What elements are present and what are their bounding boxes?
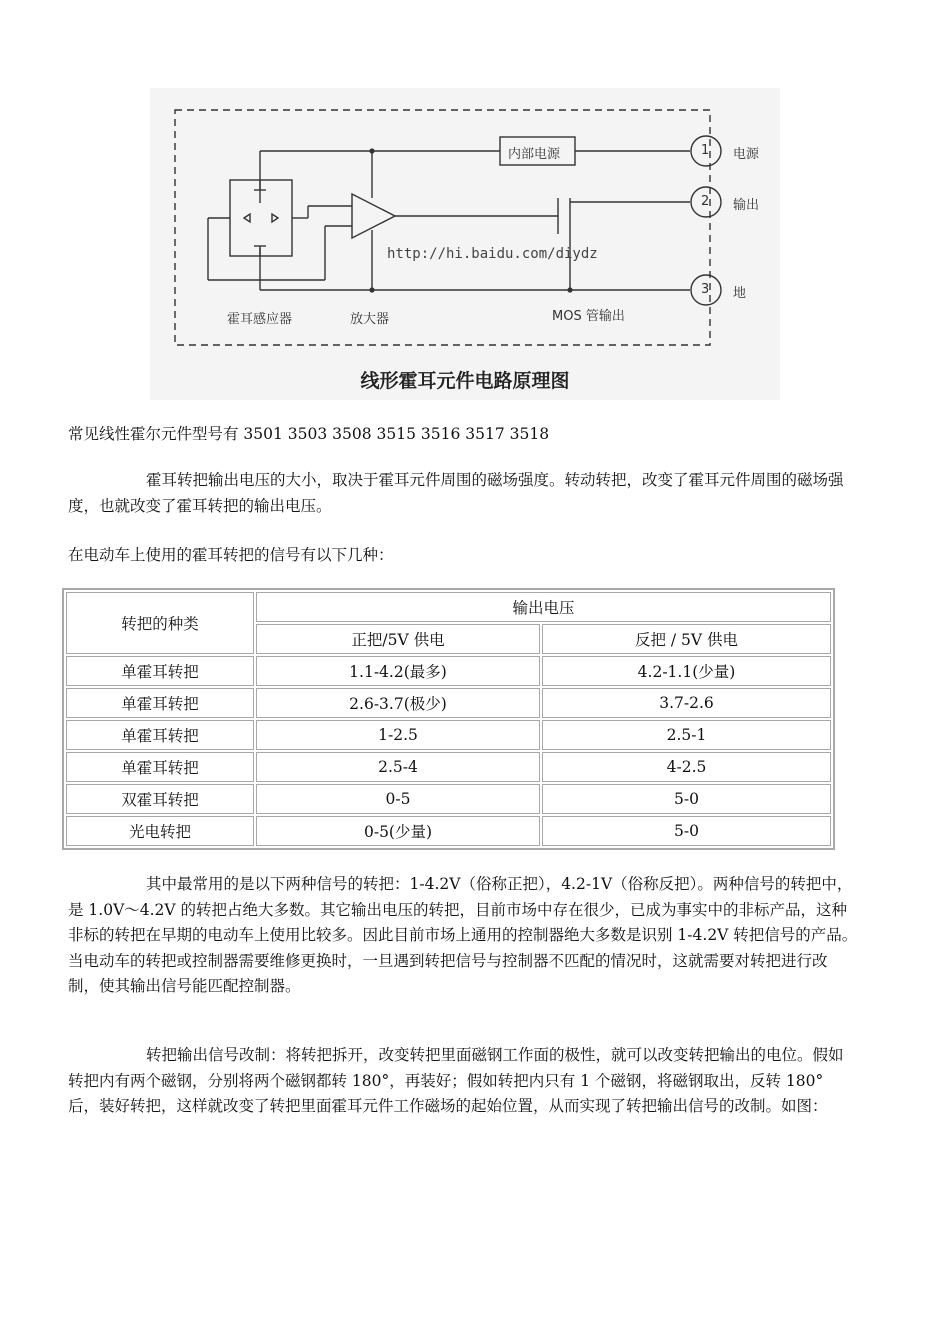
header-output: 输出电压 — [256, 592, 831, 622]
row-reverse: 3.7-2.6 — [542, 688, 831, 718]
watermark-url: http://hi.baidu.com/diydz — [387, 246, 598, 262]
table-row — [66, 752, 831, 782]
row-type: 单霍耳转把 — [66, 720, 254, 750]
pin2-label: 输出 — [733, 198, 760, 213]
pin2-number: 2 — [701, 194, 710, 209]
row-reverse: 4.2-1.1(少量) — [542, 656, 831, 686]
mos-output-label: MOS 管输出 — [552, 309, 625, 324]
header-type: 转把的种类 — [66, 592, 254, 654]
row-type: 单霍耳转把 — [66, 656, 254, 686]
signal-table — [62, 588, 835, 848]
pin3-label: 地 — [733, 286, 747, 301]
row-reverse: 5-0 — [542, 816, 831, 846]
row-forward: 2.5-4 — [256, 752, 540, 782]
table-row — [66, 656, 831, 686]
pin1-number: 1 — [701, 143, 710, 158]
table-row — [66, 816, 831, 846]
table-row — [66, 720, 831, 750]
pin1-label: 电源 — [733, 147, 760, 162]
row-reverse: 2.5-1 — [542, 720, 831, 750]
row-reverse: 5-0 — [542, 784, 831, 814]
row-forward: 0-5(少量) — [256, 816, 540, 846]
paragraph-hall-voltage: 霍耳转把输出电压的大小，取决于霍耳元件周围的磁场强度。转动转把，改变了霍耳元件周围的磁场强度，也就改变了霍耳转把的输出电压。 — [68, 471, 844, 515]
table-row — [66, 688, 831, 718]
figure-caption: 线形霍耳元件电路原理图 — [360, 370, 570, 392]
amplifier-symbol — [352, 194, 395, 238]
paragraph-signal-modification: 转把输出信号改制：将转把拆开，改变转把里面磁钢工作面的极性，就可以改变转把输出的电位。假如转把内有两个磁钢，分别将两个磁钢都转 180°，再装好；假如转把内只有 1 个磁钢，将磁钢取出，反转 180° 后，装好转把，这样就改变了转把里面霍耳元件工作磁场的起始位置，从而实现了转把输出信号的改制。如图： — [68, 1046, 844, 1115]
hall-sensor-box — [230, 180, 292, 256]
paragraph-signal-intro: 在电动车上使用的霍耳转把的信号有以下几种： — [68, 546, 394, 564]
row-forward: 2.6-3.7(极少) — [256, 688, 540, 718]
circuit-diagram — [150, 88, 780, 400]
row-forward: 1.1-4.2(最多) — [256, 656, 540, 686]
row-forward: 1-2.5 — [256, 720, 540, 750]
row-type: 光电转把 — [66, 816, 254, 846]
row-forward: 0-5 — [256, 784, 540, 814]
amplifier-label: 放大器 — [350, 312, 390, 327]
row-type: 双霍耳转把 — [66, 784, 254, 814]
table-row — [66, 784, 831, 814]
header-reverse: 反把 / 5V 供电 — [542, 624, 831, 654]
pin3-number: 3 — [701, 282, 710, 297]
hall-models-line: 常见线性霍尔元件型号有 3501 3503 3508 3515 3516 3517 3518 — [68, 425, 550, 443]
row-type: 单霍耳转把 — [66, 688, 254, 718]
paragraph-common-signals: 其中最常用的是以下两种信号的转把：1-4.2V（俗称正把），4.2-1V（俗称反把）。两种信号的转把中，是 1.0V～4.2V 的转把占绝大多数。其它输出电压的转把，目前市场中存在很少，已成为事实中的非标产品，这种非标的转把在早期的电动车上使用比较多。因此目前市场上通用的控制器绝大多数是识别 1-4.2V 转把信号的产品。当电动车的转把或控制器需要维修更换时，一旦遇到转把信号与控制器不匹配的情况时，这就需要对转把进行改制，使其输出信号能匹配控制器。 — [68, 875, 858, 995]
row-reverse: 4-2.5 — [542, 752, 831, 782]
row-type: 单霍耳转把 — [66, 752, 254, 782]
header-forward: 正把/5V 供电 — [256, 624, 540, 654]
hall-sensor-label: 霍耳感应器 — [227, 312, 293, 327]
internal-power-label: 内部电源 — [508, 147, 561, 162]
